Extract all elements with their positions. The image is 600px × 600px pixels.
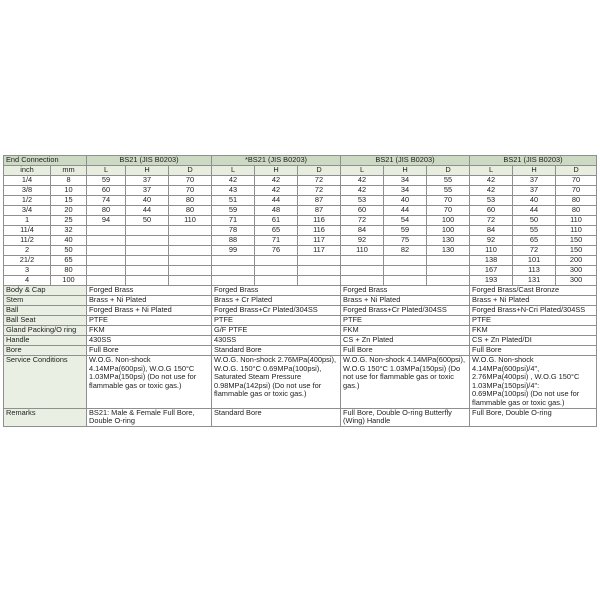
size-mm-cell: 15 [51,196,87,206]
size-mm-cell: 10 [51,186,87,196]
unit-inch-header: inch [4,166,51,176]
dimension-cell: 116 [298,226,341,236]
size-row [4,176,597,186]
dimension-cell: 59 [384,226,427,236]
size-mm-cell: 8 [51,176,87,186]
dimension-cell: 117 [298,236,341,246]
spec-value: Forged Brass [87,286,212,296]
end-connection-header: End Connection [4,156,87,166]
dimension-cell [169,246,212,256]
dimension-cell: 42 [470,186,513,196]
dimension-cell [212,276,255,286]
size-row [4,266,597,276]
spec-label: Stem [4,296,87,306]
spec-label: Gland Packing/O ring [4,326,87,336]
spec-row [4,356,597,409]
group-header-4: BS21 (JIS B0203) [470,156,597,166]
specifications-body [4,286,597,427]
dimension-cell [87,246,126,256]
dim-header: D [427,166,470,176]
dimension-cell: 138 [470,256,513,266]
dimension-cell: 87 [298,206,341,216]
dimension-cell: 71 [212,216,255,226]
dimension-cell: 80 [87,206,126,216]
size-mm-cell: 40 [51,236,87,246]
dim-header: L [87,166,126,176]
dimension-cell: 40 [126,196,169,206]
dimension-cell [384,256,427,266]
size-inch-cell: 11/4 [4,226,51,236]
spec-value: PTFE [212,316,341,326]
group-header-1: BS21 (JIS B0203) [87,156,212,166]
dimension-cell: 130 [427,236,470,246]
spec-value: Forged Brass+Cr Plated/304SS [341,306,470,316]
dimension-cell: 70 [556,176,597,186]
size-inch-cell: 3/4 [4,206,51,216]
dimension-cell: 72 [470,216,513,226]
spec-value: CS + Zn Plated [341,336,470,346]
dimension-cell: 110 [341,246,384,256]
dimension-cell: 75 [384,236,427,246]
spec-value: Brass + Cr Plated [212,296,341,306]
spec-value: Forged Brass + Ni Plated [87,306,212,316]
size-mm-cell: 65 [51,256,87,266]
spec-label: Ball [4,306,87,316]
size-row [4,206,597,216]
dimension-cell [255,276,298,286]
dimension-cell: 94 [87,216,126,226]
dimension-cell: 44 [126,206,169,216]
spec-value: Full Bore, Double O-ring [470,408,597,426]
dimension-cell: 74 [87,196,126,206]
dimension-cell: 70 [169,176,212,186]
spec-value: Full Bore [341,346,470,356]
spec-value: CS + Zn Plated/DI [470,336,597,346]
spec-label: Bore [4,346,87,356]
dimension-cell: 80 [169,196,212,206]
dim-header: D [556,166,597,176]
dimension-cell: 131 [513,276,556,286]
dimension-cell: 37 [126,186,169,196]
group-header-3: BS21 (JIS B0203) [341,156,470,166]
spec-value: FKM [341,326,470,336]
dimension-cell [427,266,470,276]
group-header-2: *BS21 (JIS B0203) [212,156,341,166]
dim-header: H [384,166,427,176]
dimensions-body [4,176,597,286]
spec-row [4,346,597,356]
size-mm-cell: 50 [51,246,87,256]
size-mm-cell: 32 [51,226,87,236]
dimension-cell: 150 [556,236,597,246]
spec-label: Service Conditions [4,356,87,409]
dimension-cell: 110 [556,226,597,236]
size-mm-cell: 25 [51,216,87,226]
dimension-cell: 167 [470,266,513,276]
spec-row [4,408,597,426]
dimension-cell: 40 [384,196,427,206]
dimension-cell: 54 [384,216,427,226]
size-row [4,256,597,266]
dim-header: L [341,166,384,176]
dimension-cell [126,246,169,256]
dimension-cell: 42 [255,186,298,196]
dimension-cell [169,276,212,286]
spec-sheet [3,155,597,427]
dimension-cell: 60 [470,206,513,216]
dimension-cell [169,266,212,276]
dimension-cell: 44 [513,206,556,216]
dimension-cell: 51 [212,196,255,206]
spec-label: Handle [4,336,87,346]
dim-header: L [212,166,255,176]
dimension-cell: 44 [255,196,298,206]
spec-value: PTFE [341,316,470,326]
spec-value: Brass + Ni Plated [87,296,212,306]
spec-row [4,296,597,306]
dim-header: D [169,166,212,176]
dimension-cell: 72 [341,216,384,226]
dimension-cell [169,256,212,266]
dimension-cell: 84 [470,226,513,236]
dimension-cell: 70 [427,196,470,206]
spec-value: W.O.G. Non-shock 2.76MPa(400psi), W.O.G. 150°C 0.69MPa(100psi), Saturated Steam Pressure 0.98MPa(142psi) (Do not use for flammable gas or toxic gas.) [212,356,341,409]
dimension-cell [126,226,169,236]
size-mm-cell: 80 [51,266,87,276]
dimension-cell: 55 [427,176,470,186]
dimension-cell: 65 [255,226,298,236]
dimension-cell: 80 [169,206,212,216]
dimension-cell: 43 [212,186,255,196]
spec-row [4,286,597,296]
dimension-cell [87,226,126,236]
dimension-cell: 37 [513,186,556,196]
dimension-cell: 50 [126,216,169,226]
dim-header: H [126,166,169,176]
dimension-cell [298,266,341,276]
dimension-cell: 113 [513,266,556,276]
spec-value: Brass + Ni Plated [470,296,597,306]
size-inch-cell: 1/2 [4,196,51,206]
spec-value: W.O.G. Non-shock 4.14MPa(600psi)/4", 2.76MPa(400psi) , W.O.G 150°C 1.03MPa(150psi)/4": 0.69MPa(100psi) (Do not use for flammable gas or toxic gas.) [470,356,597,409]
dimension-cell: 110 [556,216,597,226]
dimension-cell: 53 [341,196,384,206]
dimension-cell [427,256,470,266]
size-row [4,216,597,226]
spec-label: Body & Cap [4,286,87,296]
dimension-cell: 99 [212,246,255,256]
spec-value: Forged Brass [341,286,470,296]
dimension-cell [341,266,384,276]
dimension-cell [341,276,384,286]
dimension-cell: 59 [87,176,126,186]
spec-label: Remarks [4,408,87,426]
dimension-cell: 48 [255,206,298,216]
spec-value: FKM [87,326,212,336]
spec-row [4,336,597,346]
dimension-cell: 100 [427,216,470,226]
dimension-cell: 117 [298,246,341,256]
spec-value: Forged Brass/Cast Bronze [470,286,597,296]
size-row [4,226,597,236]
dimension-cell: 55 [427,186,470,196]
spec-value: Forged Brass [212,286,341,296]
dimension-cell [126,266,169,276]
size-row [4,236,597,246]
dimension-cell [298,256,341,266]
spec-value: Standard Bore [212,346,341,356]
dimension-cell: 72 [298,186,341,196]
ball-valve-spec-table [3,155,597,427]
dimension-cell [87,256,126,266]
dimension-cell: 80 [556,206,597,216]
dimension-cell [255,266,298,276]
unit-mm-header: mm [51,166,87,176]
header-row-units [4,166,597,176]
dimension-cell: 34 [384,176,427,186]
dimension-cell [126,236,169,246]
header-row-groups [4,156,597,166]
spec-row [4,306,597,316]
dimension-cell: 300 [556,266,597,276]
size-row [4,276,597,286]
size-mm-cell: 20 [51,206,87,216]
dimension-cell: 70 [427,206,470,216]
dimension-cell: 100 [427,226,470,236]
spec-value: Standard Bore [212,408,341,426]
dimension-cell: 110 [169,216,212,226]
dimension-cell: 92 [341,236,384,246]
dimension-cell [169,226,212,236]
dimension-cell: 193 [470,276,513,286]
spec-value: Full Bore [87,346,212,356]
spec-row [4,326,597,336]
dimension-cell: 130 [427,246,470,256]
dimension-cell: 42 [341,186,384,196]
spec-value: Full Bore, Double O-ring Butterfly (Wing) Handle [341,408,470,426]
dimension-cell: 37 [126,176,169,186]
spec-value: Brass + Ni Plated [341,296,470,306]
dimension-cell: 101 [513,256,556,266]
dimension-cell [126,256,169,266]
dimension-cell: 150 [556,246,597,256]
dimension-cell: 53 [470,196,513,206]
dim-header: D [298,166,341,176]
dimension-cell: 61 [255,216,298,226]
spec-value: Forged Brass+N-Cri Plated/304SS [470,306,597,316]
dimension-cell [212,266,255,276]
size-row [4,196,597,206]
dimension-cell: 78 [212,226,255,236]
dimension-cell: 55 [513,226,556,236]
size-inch-cell: 3 [4,266,51,276]
dimension-cell: 82 [384,246,427,256]
dimension-cell [384,266,427,276]
dimension-cell: 37 [513,176,556,186]
spec-value: 430SS [212,336,341,346]
dim-header: H [513,166,556,176]
spec-value: BS21: Male & Female Full Bore, Double O-ring [87,408,212,426]
size-inch-cell: 11/2 [4,236,51,246]
size-inch-cell: 1 [4,216,51,226]
dimension-cell: 88 [212,236,255,246]
dimension-cell [384,276,427,286]
dimension-cell [255,256,298,266]
dimension-cell: 42 [255,176,298,186]
size-inch-cell: 4 [4,276,51,286]
spec-value: Full Bore [470,346,597,356]
dimension-cell [126,276,169,286]
spec-label: Ball Seat [4,316,87,326]
dimension-cell [341,256,384,266]
spec-value: 430SS [87,336,212,346]
spec-value: W.O.G. Non-shock 4.14MPa(600psi), W.O.G 150°C 1.03MPa(150psi) (Do not use for flammable gas or toxic gas.) [341,356,470,409]
size-row [4,186,597,196]
spec-value: Forged Brass+Cr Plated/304SS [212,306,341,316]
size-inch-cell: 3/8 [4,186,51,196]
dimension-cell: 76 [255,246,298,256]
size-row [4,246,597,256]
dim-header: L [470,166,513,176]
dimension-cell: 60 [87,186,126,196]
dimension-cell: 110 [470,246,513,256]
dimension-cell: 71 [255,236,298,246]
size-inch-cell: 2 [4,246,51,256]
dimension-cell: 40 [513,196,556,206]
dimension-cell [87,266,126,276]
dimension-cell: 116 [298,216,341,226]
dim-header: H [255,166,298,176]
size-inch-cell: 1/4 [4,176,51,186]
dimension-cell: 72 [298,176,341,186]
dimension-cell: 92 [470,236,513,246]
spec-row [4,316,597,326]
dimension-cell: 60 [341,206,384,216]
dimension-cell [169,236,212,246]
dimension-cell: 200 [556,256,597,266]
dimension-cell: 59 [212,206,255,216]
dimension-cell: 50 [513,216,556,226]
dimension-cell: 42 [470,176,513,186]
spec-value: PTFE [87,316,212,326]
dimension-cell [87,236,126,246]
dimension-cell: 70 [556,186,597,196]
dimension-cell: 70 [169,186,212,196]
size-inch-cell: 21/2 [4,256,51,266]
dimension-cell: 42 [212,176,255,186]
dimension-cell: 72 [513,246,556,256]
dimension-cell [87,276,126,286]
dimension-cell [427,276,470,286]
dimension-cell: 65 [513,236,556,246]
dimension-cell: 34 [384,186,427,196]
dimension-cell [298,276,341,286]
size-mm-cell: 100 [51,276,87,286]
dimension-cell: 44 [384,206,427,216]
dimension-cell: 42 [341,176,384,186]
dimension-cell [212,256,255,266]
spec-value: W.O.G. Non-shock 4.14MPa(600psi), W.O.G 150°C 1.03MPa(150psi) (Do not use for flammable gas or toxic gas.) [87,356,212,409]
dimension-cell: 300 [556,276,597,286]
dimension-cell: 84 [341,226,384,236]
spec-value: PTFE [470,316,597,326]
dimension-cell: 87 [298,196,341,206]
spec-value: G/F PTFE [212,326,341,336]
dimension-cell: 80 [556,196,597,206]
spec-value: FKM [470,326,597,336]
